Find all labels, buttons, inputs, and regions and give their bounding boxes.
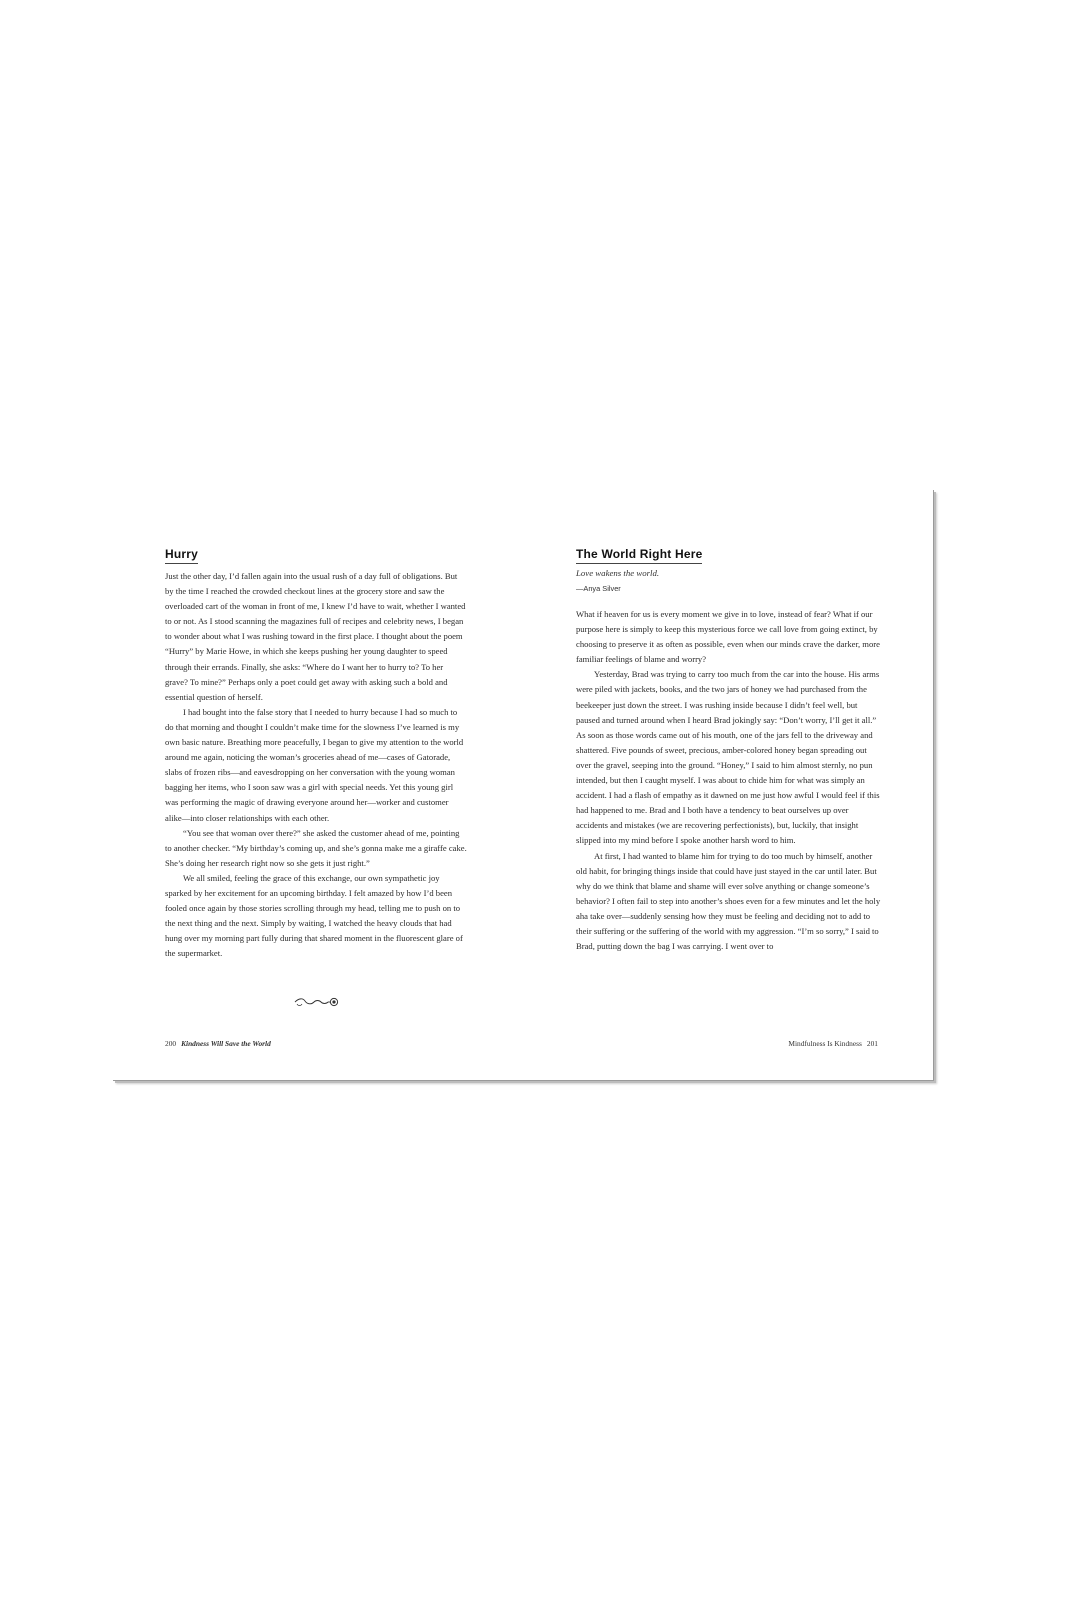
paragraph: Just the other day, I’d fallen again into the usual rush of a day full of obligations. But by the time I reached the crowded checkout lines at the grocery store and saw the overloaded cart of the woman in front of me, I knew I’d have to wait, whether I wanted to or not. As I stood scanning the magazines full of recipes and celebrity news, I began to wonder about what I was rushing toward in the first place. I thought about the poem “Hurry” by Marie Howe, in which she keeps pushing her young daughter to speed through their errands. Finally, she asks: “Where do I want her to hurry to? To her grave? To mine?” Perhaps only a poet could get away with asking such a bold and essential question of herself. [165, 571, 466, 702]
ornament-flourish-icon [293, 995, 343, 1009]
paragraph: I had bought into the false story that I needed to hurry because I had so much to do that morning and thought I couldn’t make time for the slowness I’ve learned is my own basic nature. Breathing more peacefully, I began to give my attention to the world around me again, noticing the woman’s groceries ahead of me—cases of Gatorade, slabs of frozen ribs—and eavesdropping on her conversation with the young woman bagging her items, who I soon saw was a girl with special needs. Yet this young girl was performing the magic of drawing everyone around her—worker and customer alike—into closer relationships with each other. [165, 706, 464, 823]
paragraph: What if heaven for us is every moment we give in to love, instead of fear? What if our purpose here is simply to keep this mysterious force we call love from going extinct, by choosing to preserve it as often as possible, even when our minds crave the darker, more familiar feelings of blame and worry? [576, 609, 880, 665]
body-text [576, 607, 882, 954]
epigraph: Love wakens the world. [576, 568, 660, 578]
book-spread [113, 490, 934, 1081]
paragraph: We all smiled, feeling the grace of this exchange, our own sympathetic joy sparked by her excitement for an upcoming birthday. I felt amazed by how I’d been fooled once again by those stories scrolling through my head, telling me to push on to the next thing and the next. Simply by waiting, I watched the heavy clouds that had hung over my morning part fully during that shared moment in the fluorescent glare of the supermarket. [165, 872, 463, 959]
paragraph: Yesterday, Brad was trying to carry too much from the car into the house. His arms were piled with jackets, books, and the two jars of honey we had purchased from the beekeeper just down the street. I was rushing inside because I didn’t feel well, but paused and turned around when I heard Brad jokingly say: “Don’t worry, I’ll get it all.” As soon as those words came out of his mouth, one of the jars fell to the driveway and shattered. Five pounds of sweet, precious, amber-colored honey began spreading out over the gravel, seeping into the ground. “Honey,” I said to him almost sternly, no pun intended, but then I caught myself. I was about to chide him for what was simply an accident. I had a flash of empathy as it dawned on me just how awful I would feel if this had happened to me. Brad and I both have a tendency to beat ourselves up over accidents and mistakes (we are recovering perfectionists), but, luckily, that insight slipped into my mind before I spoke another harsh word to him. [576, 669, 880, 846]
page-number: 201 [866, 1039, 878, 1048]
section-heading: The World Right Here [576, 547, 702, 564]
page-footer [788, 1039, 878, 1048]
paragraph: At first, I had wanted to blame him for trying to do too much by himself, another old habit, for bringing things inside that could have just stayed in the car until later. But why do we think that blame and shame will ever solve anything or change someone’s behavior? I often fail to step into another’s shoes even for a few minutes and let the holy aha take over—suddenly sensing how they must be feeling and deciding not to add to their suffering or the suffering of the world with my aggression. “I’m so sorry,” I said to Brad, putting down the bag I was carrying. I went over to [576, 850, 881, 952]
running-title: Kindness Will Save the World [181, 1039, 271, 1048]
page-number: 200 [165, 1039, 177, 1048]
right-page [523, 490, 933, 1080]
page-footer [165, 1039, 271, 1048]
paragraph: “You see that woman over there?” she asked the customer ahead of me, pointing to another checker. “My birthday’s coming up, and she’s gonna make me a giraffe cake. She’s doing her research right now so she gets it just right.” [165, 827, 467, 868]
section-heading: Hurry [165, 547, 198, 564]
epigraph-attribution: —Anya Silver [576, 584, 621, 593]
body-text [165, 569, 467, 961]
running-title: Mindfulness Is Kindness [788, 1039, 862, 1048]
left-page [113, 490, 523, 1080]
